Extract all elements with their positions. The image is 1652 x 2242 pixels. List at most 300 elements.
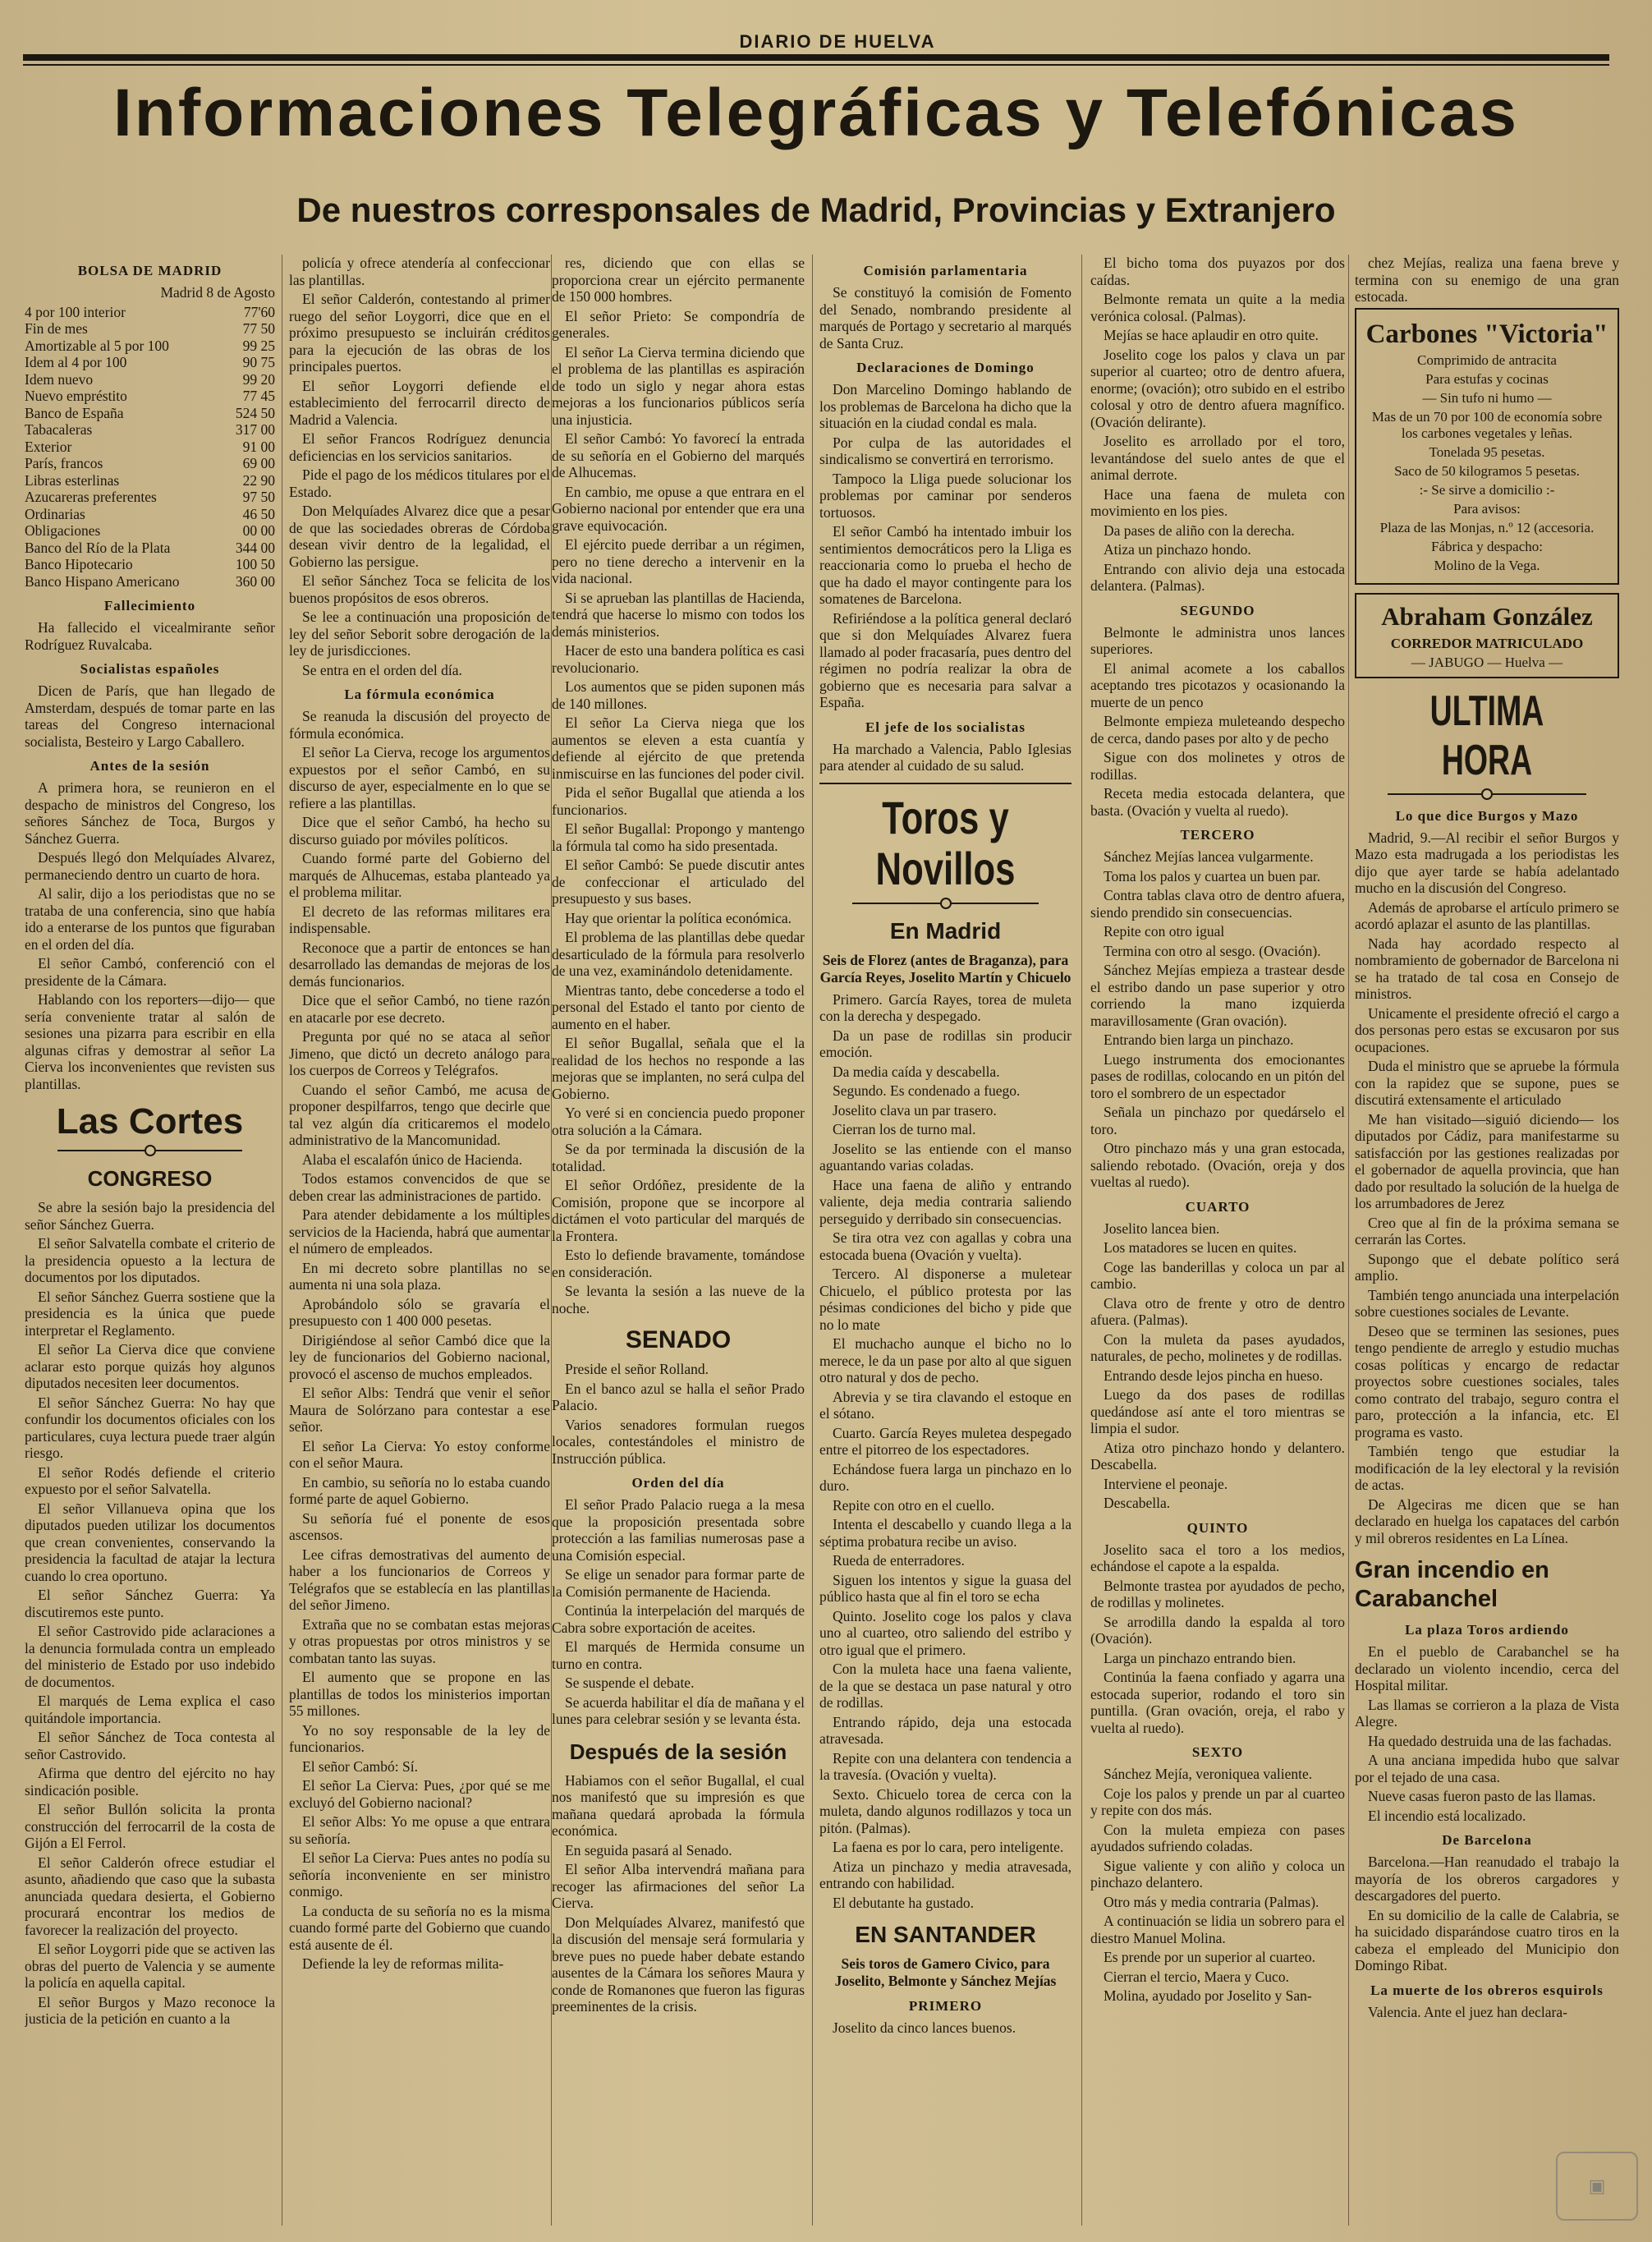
bolsa-item-name: Tabacaleras xyxy=(25,421,93,438)
paragraph: El decreto de las reformas militares era indispensable. xyxy=(289,903,550,936)
paragraph: El señor Cambó, conferenció con el presidente de la Cámara. xyxy=(25,955,275,989)
congreso-body xyxy=(25,1199,275,2028)
paragraph: Lee cifras demostrativas del aumento de haber a los funcionarios de Correos y Telégrafos que se establecía en las plantillas del señor Jimeno. xyxy=(289,1546,550,1613)
fallecimiento-text: Ha fallecido el vicealmirante señor Rodríguez Ruvalcaba. xyxy=(25,619,275,653)
paragraph: Larga un pinchazo entrando bien. xyxy=(1104,1649,1296,1666)
paragraph: Dirigiéndose al señor Cambó dice que la ley de funcionarios del Gobierno nacional, provocó el ascenso de muchos empleados. xyxy=(289,1331,550,1382)
bolsa-row xyxy=(25,421,275,439)
bolsa-item-value: 99 20 xyxy=(242,370,275,388)
bolsa-item-value: 77'60 xyxy=(243,303,275,320)
paragraph: Luego da dos pases de rodillas quedándose así ante el toro mientras se limpia el sudor. xyxy=(1090,1386,1345,1436)
masthead-subtitle: De nuestros corresponsales de Madrid, Provincias y Extranjero xyxy=(296,191,1336,229)
paragraph: Después llegó don Melquíades Alvarez, permaneciendo dentro un cuarto de hora. xyxy=(25,849,275,883)
paragraph: Plaza de las Monjas, n.º 12 (accesoria. xyxy=(1379,519,1595,535)
paragraph: El señor Prieto: Se compondría de generales. xyxy=(552,307,805,341)
paragraph: Sánchez Mejías lancea vulgarmente. xyxy=(1104,848,1314,865)
bolsa-row xyxy=(25,455,275,472)
paragraph: Los aumentos que se piden suponen más de 140 millones. xyxy=(552,678,805,712)
paragraph: Afirma que dentro del ejército no hay sindicación posible. xyxy=(25,1765,275,1799)
paragraph: El señor Castrovido pide aclaraciones a la denuncia formulada contra un empleado del ministerio de Estado por uso indebido de documentos. xyxy=(25,1623,275,1690)
paragraph: — Sin tufo ni humo — xyxy=(1422,389,1552,406)
paragraph: Se reanuda la discusión del proyecto de fórmula económica. xyxy=(289,708,550,742)
paragraph: Para avisos: xyxy=(1453,500,1521,517)
library-stamp-icon: ▣ xyxy=(1556,2152,1638,2221)
paragraph: El señor La Cierva: Pues, ¿por qué se me excluyó del Gobierno nacional? xyxy=(289,1777,550,1811)
bolsa-row xyxy=(25,506,275,523)
paragraph: El ejército puede derribar a un régimen, pero no tiene derecho a intervenir en la vida nacional. xyxy=(552,536,805,586)
paragraph: El marqués de Lema explica el caso quitándole importancia. xyxy=(25,1693,275,1726)
paragraph: Las llamas se corrieron a la plaza de Vista Alegre. xyxy=(1355,1696,1619,1730)
fallecimiento-heading: Fallecimiento xyxy=(103,598,196,613)
paragraph: Repite con otro en el cuello. xyxy=(833,1496,995,1514)
paragraph: Descabella. xyxy=(1104,1495,1171,1511)
paragraph: Se da por terminada la discusión de la totalidad. xyxy=(552,1141,805,1174)
paragraph: Otro más y media contraria (Palmas). xyxy=(1104,1893,1319,1910)
paragraph: Hay que orientar la política económica. xyxy=(565,909,792,926)
bolsa-item-value: 97 50 xyxy=(242,489,275,505)
paragraph: Pida el señor Bugallal que atienda a los funcionarios. xyxy=(552,784,805,818)
paragraph: Con la muleta da pases ayudados, naturales, de pecho, molinetes y de rodillas. xyxy=(1090,1330,1345,1364)
paragraph: Belmonte remata un quite a la media verónica colosal. (Palmas). xyxy=(1090,291,1345,324)
paragraph: Joselito es arrollado por el toro, levantándose del suelo antes de que el animal derrote. xyxy=(1090,433,1345,483)
paragraph: El bicho toma dos puyazos por dos caídas. xyxy=(1090,255,1345,288)
corrida-madrid-subtitle: Seis de Florez (antes de Braganza), para García Reyes, Joselito Martín y Chicuelo xyxy=(819,951,1072,985)
paragraph: El señor Calderón, contestando al primer ruego del señor Loygorri, dice que en el próximo presupuesto se incluirán créditos para la ejecución de las obras de los principales puertos. xyxy=(289,291,550,374)
paragraph: Cuarto. García Reyes muletea despegado entre el pitorreo de los espectadores. xyxy=(819,1424,1072,1458)
bolsa-row xyxy=(25,354,275,371)
burgos-body xyxy=(1355,829,1619,1547)
paragraph: Se abre la sesión bajo la presidencia del señor Sánchez Guerra. xyxy=(25,1199,275,1233)
paragraph: Con la muleta hace una faena valiente, de la que se destaca un pase natural y otro de rodillas. xyxy=(819,1661,1072,1711)
paragraph: Ha quedado destruida una de las fachadas. xyxy=(1368,1732,1612,1749)
paragraph: Yo no soy responsable de la ley de funcionarios. xyxy=(289,1721,550,1755)
bolsa-row xyxy=(25,439,275,456)
paragraph: Pregunta por qué no se ataca al señor Jimeno, que dictó un decreto análogo para los cuerpos de Correos y Telégrafos. xyxy=(289,1028,550,1078)
top-rule-thin xyxy=(23,64,1609,66)
column-rule xyxy=(1081,255,1082,2226)
antes-sesion-heading: Antes de la sesión xyxy=(89,758,210,774)
paragraph: Molina, ayudado por Joselito y San- xyxy=(1104,1987,1312,2004)
bolsa-item-name: Idem al 4 por 100 xyxy=(25,354,127,370)
bolsa-row xyxy=(25,338,275,355)
paragraph: Extraña que no se combatan estas mejoras y otras propuestas por otros ministros y se combatan tanto las suyas. xyxy=(289,1615,550,1666)
paragraph: Hacer de esto una bandera política es casi revolucionario. xyxy=(552,642,805,676)
bolsa-item-value: 90 75 xyxy=(242,354,275,370)
paragraph: Da pases de aliño con la derecha. xyxy=(1104,521,1295,539)
paragraph: Joselito coge los palos y clava un par superior al cuarteo; otro de dentro afuera, enorme; (ovación); otro subido en el estribo colosal y otro de dentro afuera magnífico. (Ovación delirante). xyxy=(1090,346,1345,430)
bolsa-item-name: Idem nuevo xyxy=(25,370,94,388)
paragraph: Varios senadores formulan ruegos locales, contestándoles el ministro de Instrucción pública. xyxy=(552,1416,805,1467)
paragraph: Interviene el peonaje. xyxy=(1104,1475,1228,1492)
bolsa-item-name: Banco del Río de la Plata xyxy=(25,539,171,556)
paragraph: Intenta el descabello y cuando llega a la séptima probatura recibe un aviso. xyxy=(819,1516,1072,1550)
bolsa-item-value: 100 50 xyxy=(235,556,275,572)
paragraph: Siguen los intentos y sigue la guasa del público hasta que al fin el toro se echa xyxy=(819,1571,1072,1605)
congreso-continued xyxy=(289,255,550,678)
running-header: DIARIO DE HUELVA xyxy=(739,31,936,52)
paragraph: Cuando el señor Cambó, me acusa de proponer despilfarros, tengo que decirle que tal vez algún día criticaremos el modelo administrativo de la Mancomunidad. xyxy=(289,1081,550,1148)
barcelona-heading: De Barcelona xyxy=(1442,1832,1532,1848)
paragraph: A una anciana impedida hubo que salvar por el tejado de una casa. xyxy=(1355,1752,1619,1785)
orden-dia-body xyxy=(552,1496,805,1728)
paragraph: Su señoría fué el ponente de esos ascensos. xyxy=(289,1509,550,1543)
paragraph: En su domicilio de la calle de Calabria, se ha suicidado disparándose cuatro tiros en la cabeza el empleado del Municipio don Domingo Ribat. xyxy=(1355,1906,1619,1973)
carbones-title: Carbones "Victoria" xyxy=(1365,319,1608,349)
paragraph: Coge las banderillas y coloca un par al cambio. xyxy=(1090,1258,1345,1292)
paragraph: Atiza un pinchazo y media atravesada, entrando con habilidad. xyxy=(819,1858,1072,1891)
cuarto-body xyxy=(1090,1220,1345,1512)
bolsa-item-value: 317 00 xyxy=(235,421,275,438)
paragraph: El señor Cambó: Se puede discutir antes de confeccionar el articulado del presupuesto y sus bases. xyxy=(552,857,805,907)
paragraph: El señor Sánchez Toca se felicita de los buenos propósitos de esos obreros. xyxy=(289,572,550,606)
paragraph: Al salir, dijo a los periodistas que no se trataba de una conferencia, sino que había ido a enterarse de los puntos que figuraban en el orden del día. xyxy=(25,885,275,953)
primero-continued xyxy=(1090,255,1345,595)
paragraph: El aumento que se propone en las plantillas de todos los ministerios importan 55 millones. xyxy=(289,1669,550,1719)
cortes-heading: Las Cortes xyxy=(56,1101,244,1142)
paragraph: El señor La Cierva, recoge los argumentos expuestos por el señor Cambó, en su discurso de ayer, especialmente en lo que se refiere a las plantillas. xyxy=(289,744,550,811)
paragraph: El señor Francos Rodríguez denuncia deficiencias en los servicios sanitarios. xyxy=(289,430,550,464)
quinto-body xyxy=(1090,1541,1345,1737)
paragraph: El animal acomete a los caballos aceptando tres picotazos y ocasionando la muerte de un penco xyxy=(1090,659,1345,710)
bolsa-item-value: 00 00 xyxy=(242,522,275,539)
tercero-label: TERCERO xyxy=(1180,827,1255,843)
paragraph: Dice que el señor Cambó, ha hecho su discurso guiado por móviles políticos. xyxy=(289,814,550,848)
santander-heading: EN SANTANDER xyxy=(855,1922,1036,1947)
paragraph: Atiza un pinchazo hondo. xyxy=(1104,541,1251,558)
bolsa-item-value: 69 00 xyxy=(242,455,275,471)
paragraph: Don Marcelino Domingo hablando de los problemas de Barcelona ha dicho que la situación en la ciudad condal es mala. xyxy=(819,381,1072,431)
bolsa-row xyxy=(25,472,275,489)
incendio-heading: Gran incendio en Carabanchel xyxy=(1355,1557,1549,1612)
bolsa-row xyxy=(25,540,275,557)
paragraph: Joselito se las entiende con el manso aguantando varias coladas. xyxy=(819,1140,1072,1174)
column-3 xyxy=(552,255,805,2226)
despues-sesion-heading: Después de la sesión xyxy=(569,1739,787,1764)
paragraph: A primera hora, se reunieron en el despacho de ministros del Congreso, los señores Sánchez de Toca, Burgos y Sánchez Guerra. xyxy=(25,779,275,847)
paragraph: Tercero. Al disponerse a muletear Chicuelo, el público protesta por las pésimas condiciones del bicho y pide que no lo mate xyxy=(819,1266,1072,1333)
paragraph: Receta media estocada delantera, que basta. (Ovación y vuelta al ruedo). xyxy=(1090,785,1345,819)
paragraph: El señor Cambó: Yo favorecí la entrada de su señoría en el Gobierno del marqués de Alhucemas. xyxy=(552,430,805,480)
paragraph: Fábrica y despacho: xyxy=(1431,538,1543,554)
comision-heading: Comisión parlamentaria xyxy=(863,263,1028,278)
bolsa-heading: BOLSA DE MADRID xyxy=(77,263,223,278)
bolsa-item-name: Amortizable al 5 por 100 xyxy=(25,337,169,354)
paragraph: Da media caída y descabella. xyxy=(833,1063,1000,1080)
corrida-madrid-body xyxy=(819,991,1072,1912)
carbones-lines xyxy=(1363,352,1611,574)
segundo-body xyxy=(1090,624,1345,820)
paragraph: Además de aprobarse el artículo primero se acordó aplazar el asunto de las plantillas. xyxy=(1355,898,1619,932)
paragraph: El muchacho aunque el bicho no lo merece, le da un pase por alto al que siguen otro natural y dos de pecho. xyxy=(819,1335,1072,1385)
paragraph: Para estufas y cocinas xyxy=(1425,370,1549,387)
paragraph: Termina con otro al sesgo. (Ovación). xyxy=(1104,942,1321,959)
paragraph: Continúa la faena confiado y agarra una estocada superior, rodando el toro sin puntilla. (Gran ovación, oreja, el rabo y vuelta al ruedo). xyxy=(1090,1669,1345,1736)
paragraph: En cambio, me opuse a que entrara en el Gobierno nacional por entender que era una grave equivocación. xyxy=(552,483,805,534)
barcelona-body xyxy=(1355,1854,1619,1974)
paragraph: Por culpa de las autoridades el sindicalismo se convertirá en terrorismo. xyxy=(819,434,1072,467)
primero-text: Joselito da cinco lances buenos. xyxy=(833,2019,1016,2036)
paragraph: Belmonte trastea por ayudados de pecho, de rodillas y molinetes. xyxy=(1090,1577,1345,1610)
bolsa-row xyxy=(25,405,275,422)
socialistas-text: Dicen de París, que han llegado de Amsterdam, después de tomar parte en las tareas del Congreso internacional socialista, Besteiro y Largo Caballero. xyxy=(25,682,275,750)
tercero-body xyxy=(1090,848,1345,1191)
paragraph: Repite con una delantera con tendencia a la travesía. (Ovación y vuelta). xyxy=(819,1749,1072,1783)
paragraph: Si se aprueban las plantillas de Hacienda, tendrá que hacerse lo mismo con todos los demás ministerios. xyxy=(552,589,805,640)
paragraph: Atiza otro pinchazo hondo y delantero. Descabella. xyxy=(1090,1439,1345,1472)
paragraph: El señor Sánchez de Toca contesta al señor Castrovido. xyxy=(25,1729,275,1762)
bolsa-row xyxy=(25,371,275,388)
paragraph: Se entra en el orden del día. xyxy=(302,661,462,678)
paragraph: Defiende la ley de reformas milita- xyxy=(302,1955,504,1972)
plaza-heading: La plaza Toros ardiendo xyxy=(1405,1622,1569,1638)
bolsa-row xyxy=(25,522,275,540)
paragraph: Madrid, 9.—Al recibir el señor Burgos y Mazo esta madrugada a los periodistas les dijo que ayer tarde se había adelantado mucho en la discusión del Congreso. xyxy=(1355,829,1619,896)
bolsa-item-name: Fin de mes xyxy=(25,320,88,337)
paragraph: Dice que el señor Cambó, no tiene razón en atacarle por ese decreto. xyxy=(289,992,550,1026)
paragraph: Molino de la Vega. xyxy=(1434,557,1540,573)
paragraph: Supongo que el debate político será amplio. xyxy=(1355,1250,1619,1284)
bolsa-item-name: Ordinarias xyxy=(25,505,85,522)
paragraph: Pide el pago de los médicos titulares por el Estado. xyxy=(289,466,550,500)
paragraph: Señala un pinchazo por quedárselo el toro. xyxy=(1090,1104,1345,1137)
paragraph: Comprimido de antracita xyxy=(1417,351,1557,368)
bolsa-date: Madrid 8 de Agosto xyxy=(160,284,275,301)
paragraph: El señor La Cierva niega que los aumentos se eleven a esta cuantía y defiende al ejército de que pretenda inmiscuirse en las funciones del poder civil. xyxy=(552,714,805,782)
paragraph: Se elige un senador para formar parte de la Comisión permanente de Hacienda. xyxy=(552,1566,805,1600)
paragraph: Don Melquíades Alvarez, manifestó que la discusión del mensaje será formularia y breve pues no puede haber debate estando ausentes de la Cámara los señores Maura y conde de Romanones que fueron las figuras preeminentes de la crisis. xyxy=(552,1914,805,2015)
paragraph: Yo veré si en conciencia puedo proponer otra solución a la Cámara. xyxy=(552,1105,805,1138)
paragraph: El señor Salvatella combate el criterio de la presidencia opuesto a la lectura de documentos por los diputados. xyxy=(25,1235,275,1285)
paragraph: El señor Loygorri defiende el establecimiento del ferrocarril directo de Madrid a Valencia. xyxy=(289,377,550,428)
paragraph: El señor Prado Palacio ruega a la mesa que la proposición presentada sobre protección a las familias numerosas pase a una Comisión especial. xyxy=(552,1496,805,1564)
paragraph: Sexto. Chicuelo torea de cerca con la muleta, dando algunos rodillazos y toca un pitón. (Palmas). xyxy=(819,1785,1072,1836)
bolsa-row xyxy=(25,573,275,590)
paragraph: El señor Sánchez Guerra: Ya discutiremos este punto. xyxy=(25,1587,275,1620)
paragraph: En el pueblo de Carabanchel se ha declarado un violento incendio, cerca del Hospital militar. xyxy=(1355,1643,1619,1693)
bolsa-item-name: Banco de España xyxy=(25,404,124,421)
column-rule xyxy=(1348,255,1349,2226)
paragraph: El señor Ordóñez, presidente de la Comisión, propone que se incorpore al dictámen el voto particular del marqués de la Frontera. xyxy=(552,1177,805,1244)
paragraph: El señor Calderón ofrece estudiar el asunto, añadiendo que caso que la subasta anunciada quedara desierta, el Gobierno procurará encontrar los medios de favorecer la realización del proyecto. xyxy=(25,1854,275,1938)
paragraph: Se lee a continuación una proposición de ley del señor Seborit sobre derogación de la ley de jurisdicciones. xyxy=(289,609,550,659)
column-1 xyxy=(25,255,275,2226)
paragraph: Toma los palos y cuartea un buen par. xyxy=(1104,867,1321,884)
paragraph: Deseo que se terminen las sesiones, pues tengo pendiente de arreglo y estudio muchas cosas políticas y encargo de redactar proyectos sobre cuestiones sociales, tales como contrato del trabajo, seguro contra el paro, protección a la infancia, etc. El programa es vasto. xyxy=(1355,1322,1619,1440)
paragraph: Saco de 50 kilogramos 5 pesetas. xyxy=(1394,462,1580,479)
domingo-body xyxy=(819,381,1072,711)
muerte-obreros-text: Valencia. Ante el juez han declara- xyxy=(1368,2003,1567,2020)
paragraph: res, diciendo que con ellas se proporciona crear un ejército permanente de 150 000 hombres. xyxy=(552,255,805,305)
paragraph: Se levanta la sesión a las nueve de la noche. xyxy=(552,1283,805,1316)
paragraph: Cierran el tercio, Maera y Cuco. xyxy=(1104,1968,1289,1985)
paragraph: El señor Bugallal: Propongo y mantengo la fórmula tal como ha sido presentada. xyxy=(552,820,805,854)
paragraph: Refiriéndose a la política general declaró que si don Melquíades Alvarez fuera llamado al poder fracasaría, pues dentro del régimen no podría realizar la obra de gobierno que es necesaria para salvar a España. xyxy=(819,609,1072,710)
paragraph: Sigue con dos molinetes y otros de rodillas. xyxy=(1090,749,1345,783)
paragraph: Segundo. Es condenado a fuego. xyxy=(833,1082,1021,1099)
paragraph: Mas de un 70 por 100 de economía sobre los carbones vegetales y leñas. xyxy=(1371,408,1603,441)
paragraph: Tampoco la Lliga puede solucionar los problemas por caminar por senderos tortuosos. xyxy=(819,470,1072,521)
ornament-divider xyxy=(1355,788,1619,800)
paragraph: Repite con otro igual xyxy=(1104,923,1225,940)
sexto-label: SEXTO xyxy=(1191,1744,1244,1760)
paragraph: Para atender debidamente a los múltiples servicios de la Hacienda, habrá que aumentar el número de empleados. xyxy=(289,1206,550,1257)
top-rule xyxy=(23,54,1609,61)
abraham-role: CORREDOR MATRICULADO xyxy=(1390,635,1584,651)
paragraph: En mi decreto sobre plantillas no se aumenta ni una sola plaza. xyxy=(289,1259,550,1293)
bolsa-row xyxy=(25,556,275,573)
paragraph: Con la muleta empieza con pases ayudados sufriendo coladas. xyxy=(1090,1821,1345,1854)
paragraph: El marqués de Hermida consume un turno en contra. xyxy=(552,1638,805,1672)
paragraph: El señor Sánchez Guerra sostiene que la presidencia es la única que puede interpretar el Reglamento. xyxy=(25,1288,275,1339)
paragraph: Preside el señor Rolland. xyxy=(565,1361,709,1377)
bolsa-item-name: París, francos xyxy=(25,455,103,471)
paragraph: Belmonte le administra unos lances superiores. xyxy=(1090,623,1345,657)
primero-label: PRIMERO xyxy=(908,1998,983,2014)
bolsa-item-name: Nuevo empréstito xyxy=(25,388,127,404)
paragraph: El señor Loygorri pide que se activen las obras del puerto de Valencia y se aumente la policía en aquella capital. xyxy=(25,1941,275,1991)
paragraph: Sánchez Mejías empieza a trastear desde el estribo dando un pase superior y otro corriendo la mano izquierda maravillosamente (Gran ovación). xyxy=(1090,962,1345,1029)
bolsa-item-value: 91 00 xyxy=(242,438,275,455)
bolsa-row xyxy=(25,320,275,338)
ultima-hora-heading: ULTIMA HORA xyxy=(1429,687,1544,784)
paragraph: El señor Albs: Yo me opuse a que entrara su señoría. xyxy=(289,1813,550,1847)
paragraph: En el banco azul se halla el señor Prado Palacio. xyxy=(552,1380,805,1413)
paragraph: Echándose fuera larga un pinchazo en lo duro. xyxy=(819,1460,1072,1494)
paragraph: El señor La Cierva: Yo estoy conforme con el señor Maura. xyxy=(289,1437,550,1471)
paragraph: En seguida pasará al Senado. xyxy=(565,1841,732,1858)
paragraph: Se arrodilla dando la espalda al toro (Ovación). xyxy=(1090,1613,1345,1647)
paragraph: policía y ofrece atendería al confeccionar las plantillas. xyxy=(289,255,550,288)
paragraph: El debutante ha gustado. xyxy=(833,1894,975,1911)
paragraph: El señor Villanueva opina que los diputados pueden utilizar los documentos que crean convenientes, conservando la presidencia la facultad de atajar la lectura cuando lo crea oportuno. xyxy=(25,1500,275,1584)
paragraph: Luego instrumenta dos emocionantes pases de rodillas, colocando en un pitón del toro el sombrero de un espectador xyxy=(1090,1050,1345,1101)
paragraph: Reconoce que a partir de entonces se han desarrollado las demandas de mejoras de los demás funcionarios. xyxy=(289,939,550,990)
paragraph: El señor Cambó ha intentado imbuir los sentimientos democráticos pero la Lliga es reaccionaria como lo prueba el hecho de que ha dado el mayor contingente para los somatenes de Barcelona. xyxy=(819,523,1072,607)
bolsa-item-name: 4 por 100 interior xyxy=(25,303,126,320)
abraham-place: — JABUGO — Huelva — xyxy=(1411,654,1563,670)
paragraph: Entrando bien larga un pinchazo. xyxy=(1104,1031,1294,1048)
column-2 xyxy=(289,255,550,2226)
paragraph: Joselito lancea bien. xyxy=(1104,1220,1220,1237)
cuarto-label: CUARTO xyxy=(1185,1198,1250,1215)
paragraph: Joselito saca el toro a los medios, echándose el capote a la espalda. xyxy=(1090,1541,1345,1574)
paragraph: El señor La Cierva dice que conviene aclarar esto porque quizás hoy algunos diputados necesiten leer documentos. xyxy=(25,1341,275,1391)
jefe-socialistas-heading: El jefe de los socialistas xyxy=(865,719,1026,735)
toros-heading: Toros y Novillos xyxy=(875,791,1016,894)
column-6 xyxy=(1355,255,1619,2226)
bolsa-item-value: 360 00 xyxy=(235,572,275,590)
paragraph: Continúa la interpelación del marqués de Cabra sobre exportación de aceites. xyxy=(552,1602,805,1636)
paragraph: Mejías se hace aplaudir en otro quite. xyxy=(1104,327,1319,343)
paragraph: Esto lo defiende bravamente, tomándose en consideración. xyxy=(552,1247,805,1280)
paragraph: La conducta de su señoría no es la misma cuando formé parte del Gobierno que cuando está ausente de él. xyxy=(289,1902,550,1953)
bolsa-row xyxy=(25,489,275,506)
paragraph: Cierran los de turno mal. xyxy=(833,1121,976,1137)
socialistas-heading: Socialistas españoles xyxy=(80,661,220,677)
quinto-label: QUINTO xyxy=(1186,1519,1249,1536)
paragraph: Nueve casas fueron pasto de las llamas. xyxy=(1368,1788,1596,1804)
jefe-socialistas-text: Ha marchado a Valencia, Pablo Iglesias para atender al cuidado de su salud. xyxy=(819,740,1072,774)
column-rule xyxy=(812,255,813,2226)
paragraph: Quinto. Joselito coge los palos y clava uno al cuarteo, otro saliendo del estribo y otro igual que el primero. xyxy=(819,1607,1072,1658)
bolsa-item-value: 524 50 xyxy=(235,404,275,421)
paragraph: Coje los palos y prende un par al cuarteo y repite con dos más. xyxy=(1090,1785,1345,1818)
paragraph: Se suspende el debate. xyxy=(565,1675,695,1691)
paragraph: Abrevia y se tira clavando el estoque en el sótano. xyxy=(819,1388,1072,1422)
abraham-name: Abraham González xyxy=(1381,601,1593,631)
paragraph: Hablando con los reporters—dijo— que sería conveniente tratar al salón de sesiones una pizarra para escribir en ella algunas cifras y demostrar al señor La Cierva los inconvenientes que revisten sus plantillas. xyxy=(25,991,275,1092)
bolsa-item-name: Azucareras preferentes xyxy=(25,489,157,505)
paragraph: La faena es por lo cara, pero inteligente. xyxy=(833,1839,1064,1855)
masthead-title: Informaciones Telegráficas y Telefónicas xyxy=(113,76,1519,150)
bolsa-item-name: Obligaciones xyxy=(25,522,101,539)
paragraph: Unicamente el presidente ofreció el cargo a dos personas pero estas se excusaron por sus ocupaciones. xyxy=(1355,1004,1619,1055)
santander-continued: chez Mejías, realiza una faena breve y termina con su enemigo de una gran estocada. xyxy=(1355,255,1619,305)
paragraph: Se acuerda habilitar el día de mañana y el lunes para celebrar sesión y se levanta ésta. xyxy=(552,1693,805,1727)
paragraph: Creo que al fin de la próxima semana se cerrarán las Cortes. xyxy=(1355,1214,1619,1247)
paragraph: Entrando con alivio deja una estocada delantera. (Palmas). xyxy=(1090,560,1345,594)
paragraph: Hace una faena de aliño y entrando valiente, deja media contraria saliendo perseguido y derribado sin consecuencias. xyxy=(819,1176,1072,1227)
paragraph: Duda el ministro que se apruebe la fórmula con la rapidez que se supone, pues se discutirá extensamente el articulado xyxy=(1355,1058,1619,1108)
paragraph: Entrando desde lejos pincha en hueso. xyxy=(1104,1367,1324,1384)
domingo-heading: Declaraciones de Domingo xyxy=(856,360,1035,375)
paragraph: Rueda de enterradores. xyxy=(833,1552,965,1569)
paragraph: A continuación se lidia un sobrero para el diestro Manuel Molina. xyxy=(1090,1913,1345,1946)
muerte-obreros-heading: La muerte de los obreros esquirols xyxy=(1370,1982,1604,1998)
paragraph: El señor Rodés defiende el criterio expuesto por el señor Salvatella. xyxy=(25,1463,275,1497)
bolsa-item-value: 77 45 xyxy=(242,388,275,404)
paragraph: Barcelona.—Han reanudado el trabajo la mayoría de los obreros cargadores y descargadores del puerto. xyxy=(1355,1854,1619,1904)
segundo-label: SEGUNDO xyxy=(1180,602,1255,618)
bolsa-item-value: 46 50 xyxy=(242,505,275,522)
bolsa-item-name: Banco Hipotecario xyxy=(25,556,133,572)
paragraph: También tengo que estudiar la modificación de la ley electoral y la revisión de actas. xyxy=(1355,1443,1619,1493)
antes-sesion-body xyxy=(25,779,275,1092)
paragraph: Primero. García Rayes, torea de muleta con la derecha y despegado. xyxy=(819,990,1072,1024)
paragraph: Nada hay acordado respecto al nombramiento de gobernador de Barcelona ni se ha tratado de tal cosa en Consejo de ministros. xyxy=(1355,935,1619,1002)
paragraph: Joselito clava un par trasero. xyxy=(833,1101,997,1119)
paragraph: Mientras tanto, debe concederse a todo el personal del Estado el tanto por ciento de aumento en el haber. xyxy=(552,981,805,1032)
paragraph: Sigue valiente y con aliño y coloca un pinchazo delantero. xyxy=(1090,1857,1345,1891)
paragraph: Sánchez Mejía, veroniquea valiente. xyxy=(1104,1766,1313,1782)
despues-sesion-body xyxy=(552,1772,805,2015)
orden-dia-heading: Orden del día xyxy=(631,1475,725,1491)
paragraph: El señor Albs: Tendrá que venir el señor Maura de Solórzano para contestar a ese señor. xyxy=(289,1385,550,1435)
paragraph: Todos estamos convencidos de que se deben crear las administraciones de partido. xyxy=(289,1170,550,1204)
paragraph: Habiamos con el señor Bugallal, el cual nos manifestó que su impresión es que mañana quedará aprobada la fórmula económica. xyxy=(552,1771,805,1839)
paragraph: El señor Bugallal, señala que el la realidad de los hechos no responde a las mejoras que se implanten, no será culpa del Gobierno. xyxy=(552,1035,805,1102)
bolsa-row xyxy=(25,388,275,405)
paragraph: Da un pase de rodillas sin producir emoción. xyxy=(819,1027,1072,1060)
bolsa-item-value: 22 90 xyxy=(242,471,275,489)
paragraph: Cuando formé parte del Gobierno del marqués de Alhucemas, estaba planteado ya el problema militar. xyxy=(289,850,550,900)
congreso-heading: CONGRESO xyxy=(87,1166,213,1191)
paragraph: Alaba el escalafón único de Hacienda. xyxy=(302,1151,523,1168)
paragraph: Entrando rápido, deja una estocada atravesada. xyxy=(819,1713,1072,1747)
sexto-body xyxy=(1090,1766,1345,2005)
paragraph: Es prende por un superior al cuarteo. xyxy=(1104,1949,1316,1965)
incendio-body xyxy=(1355,1643,1619,1824)
paragraph: Don Melquíades Alvarez dice que a pesar de que las sociedades obreras de Córdoba desean vivir dentro de la legalidad, el Gobierno las persigue. xyxy=(289,503,550,570)
column-5 xyxy=(1090,255,1345,2226)
section-rule xyxy=(819,783,1072,784)
bolsa-item-value: 77 50 xyxy=(242,320,275,337)
madrid-heading: En Madrid xyxy=(889,917,1002,944)
paragraph: :- Se sirve a domicilio :- xyxy=(1419,481,1555,498)
paragraph: El señor Cambó: Sí. xyxy=(302,1757,418,1775)
paragraph: Contra tablas clava otro de dentro afuera, siendo prendido sin consecuencias. xyxy=(1090,887,1345,921)
paragraph: El señor La Cierva: Pues antes no podía su señoría inconveniente en ser ministro conmigo. xyxy=(289,1849,550,1900)
